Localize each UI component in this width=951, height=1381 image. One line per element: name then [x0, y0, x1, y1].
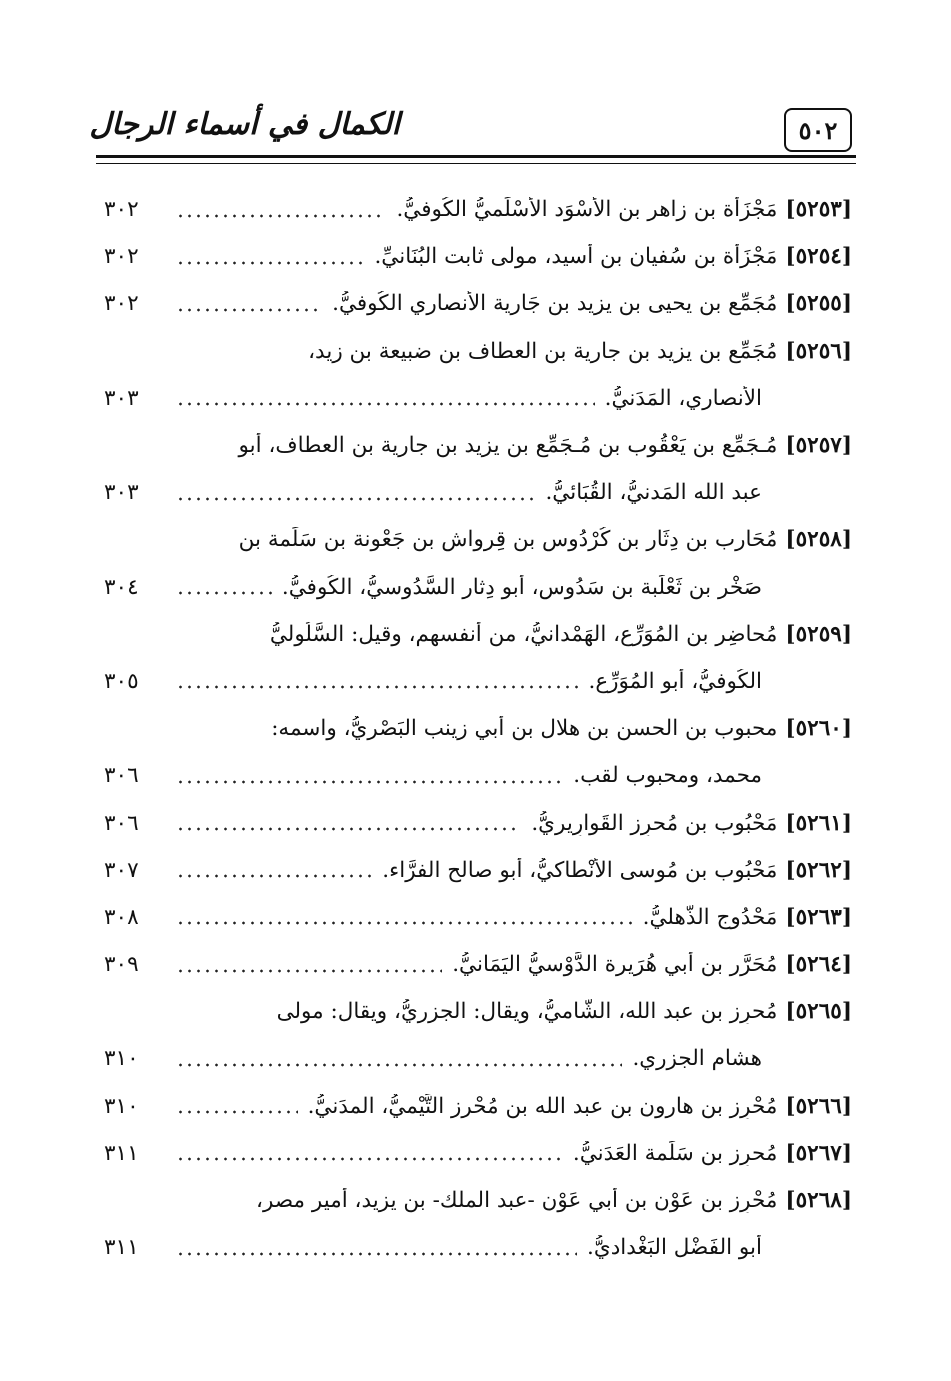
table-of-contents: [104, 186, 852, 1271]
entry-title: مَجْزَأة بن زاهر بن الأَسْوَد الأَسْلَميُّ الكُوفيُّ.: [396, 197, 778, 223]
entry-number: [٥٢٦٢]: [785, 857, 852, 883]
dot-leader: [176, 1110, 298, 1114]
entry-number: [٥٢٦٧]: [785, 1140, 852, 1166]
entry-number: [٥٢٦٤]: [785, 952, 852, 978]
entry-title: مُحرِز بن عبد الله، الشَّاميُّ، ويقال: الجزريُّ، ويقال: مولى: [276, 999, 778, 1025]
toc-row: [104, 328, 852, 375]
toc-row: [104, 894, 852, 941]
entry-number: [٥٢٥٤]: [785, 244, 852, 270]
toc-row: [104, 1083, 852, 1130]
entry-page-number: ٣٠٦: [104, 810, 139, 836]
entry-number: [٥٢٦٦]: [785, 1093, 852, 1119]
toc-row: [104, 752, 852, 799]
entry-title: الكُوفيُّ، أبو المُوَرِّع.: [588, 668, 762, 694]
entry-title: مُـجَمِّع بن يَعْقُوب بن مُـجَمِّع بن يزيد بن جارية بن العطاف، أبو: [238, 433, 778, 459]
entry-number: [٥٢٦٣]: [785, 904, 852, 930]
dot-leader: [176, 214, 386, 218]
dot-leader: [176, 874, 372, 878]
entry-title: عبد الله المَدنيُّ، القُبَائيُّ.: [545, 480, 762, 506]
entry-number: [٥٢٥٧]: [785, 433, 852, 459]
toc-row: [104, 422, 852, 469]
entry-page-number: ٣١١: [104, 1140, 139, 1166]
entry-page-number: ٣١١: [104, 1235, 139, 1261]
entry-title: مُحْرِز بن هارون بن عبد الله بن مُحْرز التَّيْميُّ، المدَنيُّ.: [307, 1093, 778, 1119]
entry-number: [٥٢٦١]: [785, 810, 852, 836]
entry-title: مَحْدُوج الذُّهليُّ.: [642, 904, 778, 930]
toc-row: [104, 658, 852, 705]
entry-number: [٥٢٦٨]: [785, 1188, 852, 1214]
toc-row: [104, 564, 852, 611]
toc-row: [104, 847, 852, 894]
toc-row: [104, 941, 852, 988]
toc-row: [104, 469, 852, 516]
entry-title: مُحاضِر بن المُوَرِّع، الهَمْدانيُّ، من أنفسهم، وقيل: السَّلُوليُّ: [269, 621, 778, 647]
toc-row: [104, 1035, 852, 1082]
entry-number: [٥٢٥٩]: [785, 621, 852, 647]
dot-leader: [176, 1063, 622, 1067]
toc-row: [104, 799, 852, 846]
toc-row: [104, 988, 852, 1035]
dot-leader: [176, 685, 579, 689]
toc-row: [104, 611, 852, 658]
entry-title: مُحرِز بن سَلَمة العَدَنيُّ.: [572, 1140, 778, 1166]
dot-leader: [176, 402, 595, 406]
entry-title: مَحْبُوب بن مُوسى الأَنْطاكيُّ، أبو صالح الفرَّاء.: [382, 857, 778, 883]
page-number: ٥٠٢: [784, 108, 852, 152]
entry-title: مُحَرَّر بن أبي هُرَيرة الدَّوْسيُّ اليَمَانيُّ.: [452, 952, 778, 978]
entry-number: [٥٢٥٦]: [785, 338, 852, 364]
toc-row: [104, 705, 852, 752]
page-header: [89, 96, 856, 158]
entry-page-number: ٣٠٢: [104, 244, 139, 270]
toc-row: [104, 186, 852, 233]
toc-row: [104, 280, 852, 327]
entry-number: [٥٢٦٥]: [785, 999, 852, 1025]
entry-page-number: ٣١٠: [104, 1046, 139, 1072]
entry-page-number: ٣٠٣: [104, 480, 139, 506]
entry-title: مُحَارب بن دِثَار بن كُرْدُوس بن قِرواش بن جَعْونة بن سَلَمة بن: [238, 527, 778, 553]
dot-leader: [176, 780, 563, 784]
dot-leader: [176, 921, 633, 925]
entry-page-number: ٣٠٦: [104, 763, 139, 789]
toc-row: [104, 1130, 852, 1177]
entry-title: مُحْرِز بن عَوْن بن أبي عَوْن -عبد الملك- بن يزيد، أمير مصر،: [256, 1188, 778, 1214]
entry-number: [٥٢٦٠]: [785, 716, 852, 742]
entry-page-number: ٣٠٩: [104, 952, 139, 978]
dot-leader: [176, 308, 322, 312]
toc-row: [104, 233, 852, 280]
entry-page-number: ٣٠٥: [104, 668, 139, 694]
entry-title: أبو الفَضْل البَغْداديُّ.: [587, 1235, 762, 1261]
dot-leader: [176, 827, 521, 831]
entry-title: مُجَمِّع بن يحيى بن يزيد بن جَارية الأنصاري الكُوفيُّ.: [332, 291, 778, 317]
entry-page-number: ٣٠٢: [104, 197, 139, 223]
toc-row: [104, 1224, 852, 1271]
entry-title: الأنصاري، المَدَنيُّ.: [604, 385, 762, 411]
toc-row: [104, 516, 852, 563]
entry-page-number: ٣٠٣: [104, 385, 139, 411]
entry-number: [٥٢٥٥]: [785, 291, 852, 317]
book-title: الكمال في أسماء الرجال: [89, 107, 400, 142]
entry-title: مُجَمِّع بن يزيد بن جارية بن العطاف بن ضبيعة بن زيد،: [308, 338, 778, 364]
header-rule-thin: [96, 163, 856, 164]
entry-title: مَجْزَأة بن سُفيان بن أَسيد، مولى ثابت البُنَانيِّ.: [374, 244, 778, 270]
toc-row: [104, 375, 852, 422]
dot-leader: [176, 1252, 577, 1256]
dot-leader: [176, 969, 442, 973]
entry-number: [٥٢٥٨]: [785, 527, 852, 553]
entry-page-number: ٣٠٤: [104, 574, 139, 600]
entry-page-number: ٣١٠: [104, 1093, 139, 1119]
dot-leader: [176, 591, 272, 595]
entry-title: محبوب بن الحسن بن هلال بن أبي زينب البَصْريُّ، واسمه:: [271, 716, 778, 742]
entry-title: مَحْبُوب بن مُحرِز القَوارِيريُّ.: [531, 810, 778, 836]
entry-page-number: ٣٠٨: [104, 904, 139, 930]
entry-title: صَخْر بن ثَعْلَبة بن سَدُوس، أبو دِثار السَّدُوسيُّ، الكُوفيُّ.: [281, 574, 762, 600]
entry-title: محمد، ومحبوب لقب.: [573, 763, 762, 789]
entry-title: هشام الجزري.: [632, 1046, 762, 1072]
entry-page-number: ٣٠٧: [104, 857, 139, 883]
entry-number: [٥٢٥٣]: [785, 197, 852, 223]
entry-page-number: ٣٠٢: [104, 291, 139, 317]
header-rule: [96, 155, 856, 158]
dot-leader: [176, 1157, 563, 1161]
dot-leader: [176, 261, 364, 265]
toc-row: [104, 1177, 852, 1224]
dot-leader: [176, 497, 535, 501]
